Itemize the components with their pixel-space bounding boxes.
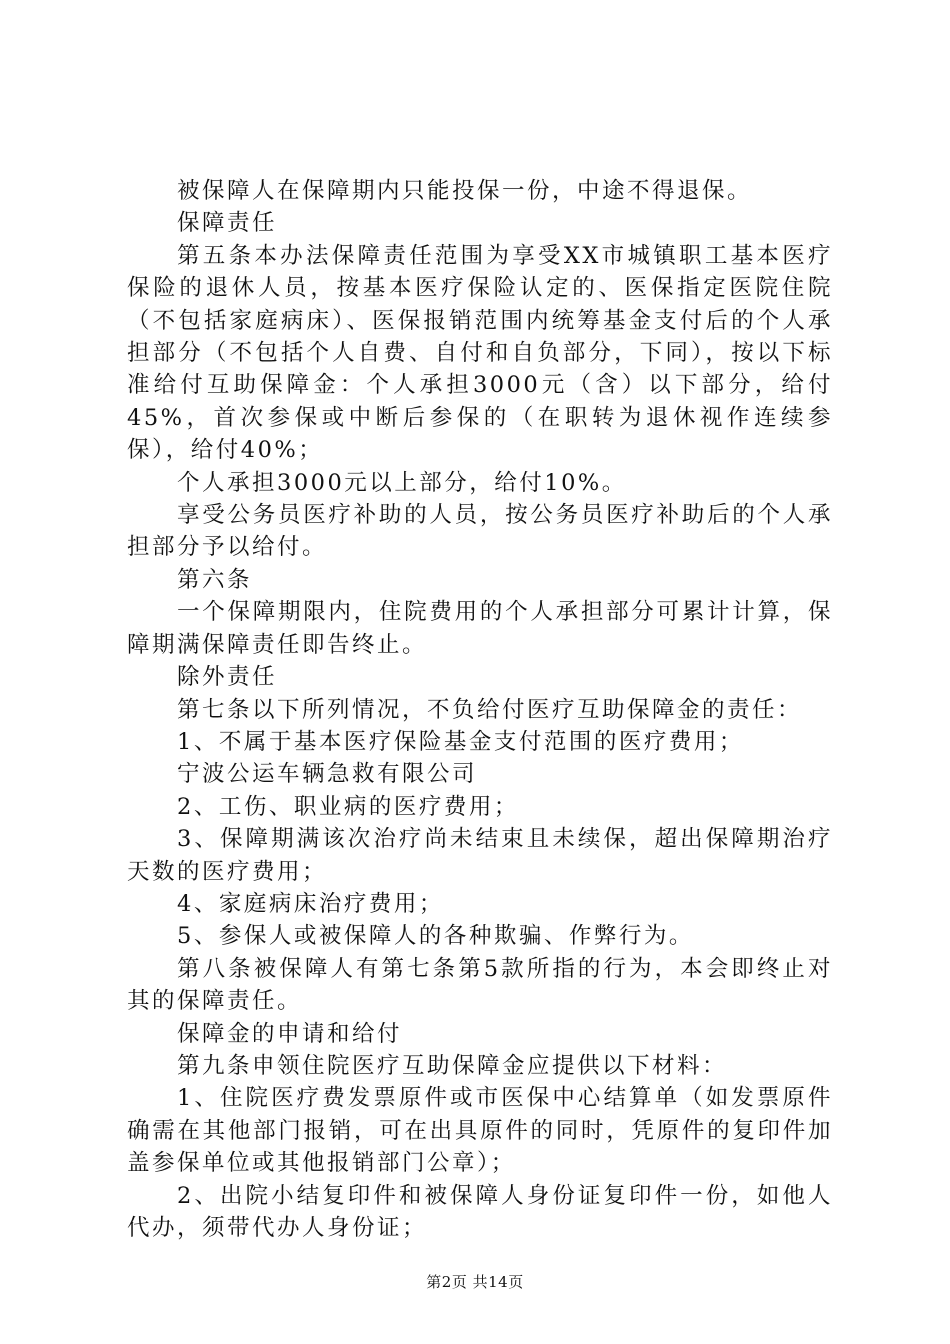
list-item-exclusion-5: 5、参保人或被保障人的各种欺骗、作弊行为。 — [177, 923, 694, 950]
paragraph-over-3000: 个人承担3000元以上部分，给付10%。 — [177, 469, 627, 496]
paragraph-article-7: 第七条以下所列情况，不负给付医疗互助保障金的责任： — [177, 696, 803, 723]
paragraph-article-8: 第八条被保障人有第七条第5款所指的行为，本会即终止对其的保障责任。 — [127, 955, 833, 1015]
document-body — [127, 175, 833, 1244]
paragraph-article-9: 第九条申领住院医疗互助保障金应提供以下材料： — [177, 1052, 728, 1079]
page-number-footer: 第2页 共14页 — [426, 1273, 524, 1291]
list-item-exclusion-2: 2、工伤、职业病的医疗费用； — [177, 793, 519, 820]
paragraph-company-name: 宁波公运车辆急救有限公司 — [177, 761, 478, 788]
paragraph-article-6: 一个保障期限内，住院费用的个人承担部分可累计计算，保障期满保障责任即告终止。 — [127, 599, 833, 658]
list-item-material-2: 2、出院小结复印件和被保障人身份证复印件一份，如他人代办，须带代办人身份证； — [127, 1182, 833, 1241]
heading-article-6: 第六条 — [177, 566, 253, 593]
heading-exclusions: 除外责任 — [177, 664, 278, 691]
list-item-exclusion-1: 1、不属于基本医疗保险基金支付范围的医疗费用； — [177, 728, 744, 755]
paragraph-enrollment-rule: 被保障人在保障期内只能投保一份，中途不得退保。 — [177, 178, 753, 204]
list-item-material-1: 1、住院医疗费发票原件或市医保中心结算单（如发票原件确需在其他部门报销，可在出具原件的同时，凭原件的复印件加盖参保单位或其他报销部门公章）； — [127, 1085, 833, 1177]
paragraph-civil-servant-subsidy: 享受公务员医疗补助的人员，按公务员医疗补助后的个人承担部分予以给付。 — [127, 502, 833, 561]
list-item-exclusion-4: 4、家庭病床治疗费用； — [177, 890, 444, 917]
paragraph-article-5: 第五条本办法保障责任范围为享受XX市城镇职工基本医疗保险的退休人员，按基本医疗保险认定的、医保指定医院住院（不包括家庭病床）、医保报销范围内统筹基金支付后的个人承担部分（不包括个人自费、自付和自负部分，下同），按以下标准给付互助保障金：个人承担3000元（含）以下部分，给付45%，首次参保或中断后参保的（在职转为退休视作连续参保），给付40%； — [127, 242, 833, 464]
list-item-exclusion-3: 3、保障期满该次治疗尚未结束且未续保，超出保障期治疗天数的医疗费用； — [127, 826, 833, 885]
heading-application-payment: 保障金的申请和给付 — [177, 1020, 403, 1047]
heading-coverage-responsibility: 保障责任 — [177, 210, 278, 237]
